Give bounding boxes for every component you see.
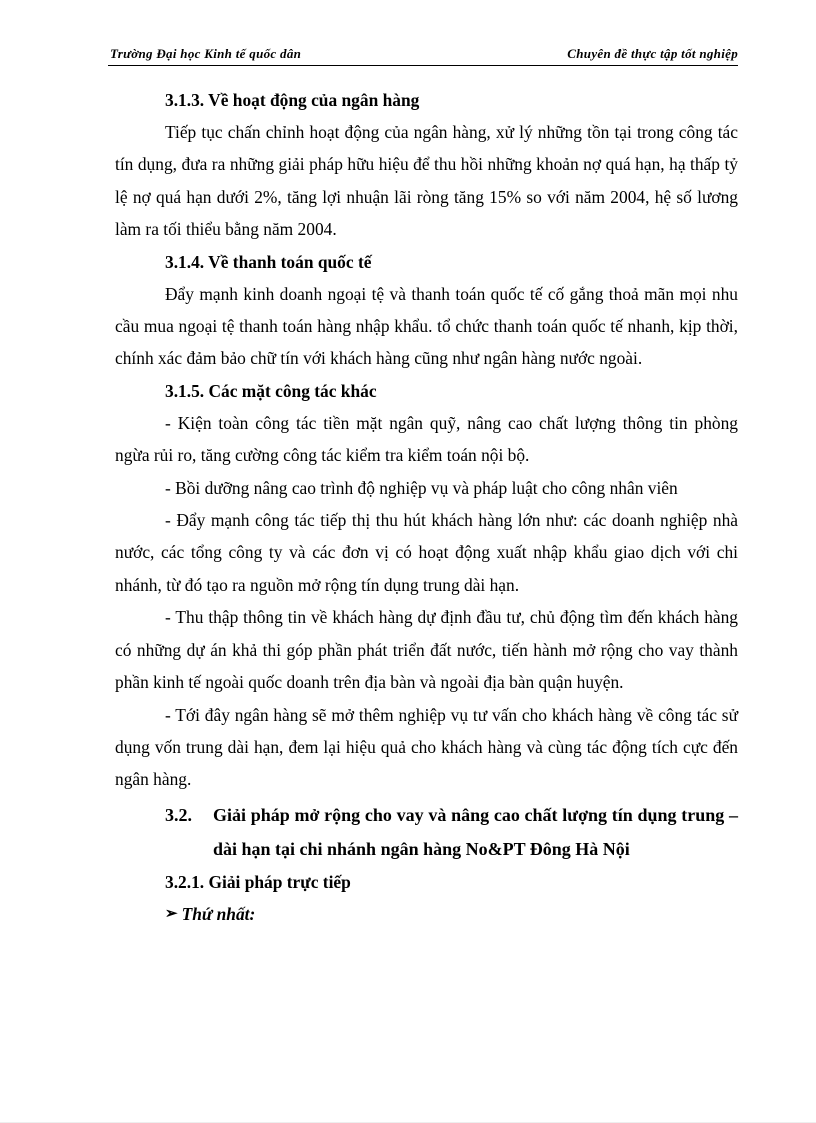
section-3-1-4-paragraph: Đẩy mạnh kinh doanh ngoại tệ và thanh toán quốc tế cố gắng thoả mãn mọi nhu cầu mua ngoại tệ thanh toán hàng nhập khẩu. tổ chức thanh toán quốc tế nhanh, kịp thời, chính xác đảm bảo chữ tín với khách hàng cũng như ngân hàng nước ngoài. (115, 283, 738, 369)
page-header (108, 44, 738, 66)
section-3-1-4-heading: 3.1.4. Về thanh toán quốc tế (165, 251, 372, 272)
section-3-2-heading (165, 798, 738, 866)
arrow-bullet-icon: ➢ (165, 905, 178, 922)
section-3-1-5-item-2: - Bồi dưỡng nâng cao trình độ nghiệp vụ và pháp luật cho công nhân viên (165, 477, 678, 498)
header-rule (108, 65, 738, 66)
section-3-1-5-item-4: - Thu thập thông tin về khách hàng dự định đầu tư, chủ động tìm đến khách hàng có những dự án khả thi góp phần phát triển đất nước, tiến hành mở rộng cho vay thành phần kinh tế ngoài quốc doanh trên địa bàn và ngoài địa bàn quận huyện. (115, 607, 738, 693)
first-point-label: Thứ nhất: (181, 903, 256, 924)
page-content (115, 84, 738, 930)
section-3-1-3-heading: 3.1.3. Về hoạt động của ngân hàng (165, 90, 420, 110)
header-document-type: Chuyên đề thực tập tốt nghiệp (567, 46, 738, 61)
section-3-1-5-heading: 3.1.5. Các mặt công tác khác (165, 380, 377, 401)
section-3-1-3-paragraph: Tiếp tục chấn chỉnh hoạt động của ngân hàng, xử lý những tồn tại trong công tác tín dụng, đưa ra những giải pháp hữu hiệu để thu hồi những khoản nợ quá hạn, hạ thấp tỷ lệ nợ quá hạn dưới 2%, tăng lợi nhuận lãi ròng tăng 15% so với năm 2004, hệ số lương làm ra tối thiểu bằng năm 2004. (115, 122, 738, 240)
section-3-2-number: 3.2. (165, 804, 192, 825)
section-3-1-5-item-1: - Kiện toàn công tác tiền mặt ngân quỹ, nâng cao chất lượng thông tin phòng ngừa rủi ro, tăng cường công tác kiểm tra kiểm toán nội bộ. (115, 412, 738, 466)
section-3-1-5-item-5: - Tới đây ngân hàng sẽ mở thêm nghiệp vụ tư vấn cho khách hàng về công tác sử dụng vốn trung dài hạn, đem lại hiệu quả cho khách hàng và cùng tác động tích cực đến ngân hàng. (115, 704, 738, 790)
section-3-2-title: Giải pháp mở rộng cho vay và nâng cao chất lượng tín dụng trung – dài hạn tại chi nhánh ngân hàng No&PT Đông Hà Nội (213, 804, 738, 859)
first-point-item (165, 898, 738, 930)
section-3-1-5-item-3: - Đẩy mạnh công tác tiếp thị thu hút khách hàng lớn như: các doanh nghiệp nhà nước, các tổng công ty và các đơn vị có hoạt động xuất nhập khẩu giao dịch với chi nhánh, từ đó tạo ra nguồn mở rộng tín dụng trung dài hạn. (115, 510, 738, 595)
header-university: Trường Đại học Kinh tế quốc dân (110, 46, 302, 61)
section-3-2-1-heading: 3.2.1. Giải pháp trực tiếp (165, 871, 351, 892)
